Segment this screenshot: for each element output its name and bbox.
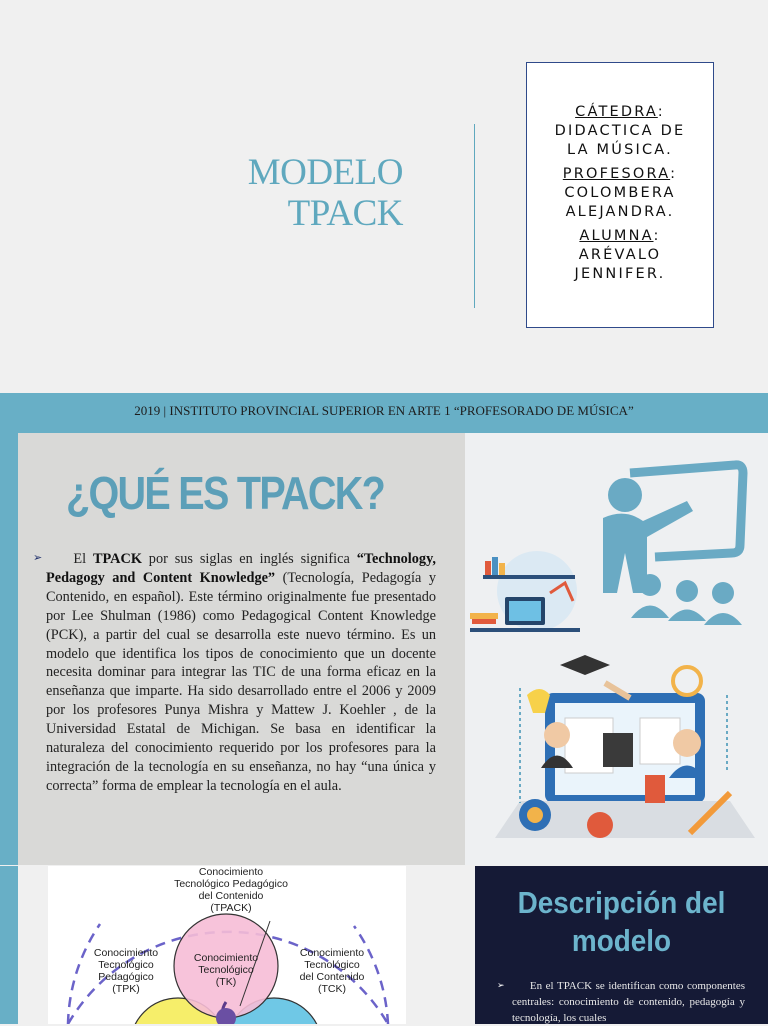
desk-scene-icon xyxy=(470,551,580,632)
alumna-label: ALUMNA xyxy=(579,228,654,244)
left-accent-strip-2 xyxy=(0,866,18,1024)
info-card: CÁTEDRA: DIDACTICA DE LA MÚSICA. PROFESORA: COLOMBERA ALEJANDRA. ALUMNA: ARÉVALO JENNIFER. xyxy=(526,62,714,328)
laptop-scene-icon xyxy=(495,655,755,838)
description-title-line-1: Descripción del xyxy=(517,885,726,920)
bullet-arrow-icon: ➢ xyxy=(497,980,505,990)
definition-rest: (Tecnología, Pedagogía y Contenido, en español). Este término originalmente fue presentado por Lee Shulman (1986) como Pedagogical Content Knowledge (PCK), a partir del cual se desarrolla este nuevo término. Es un modelo que identifica los tipos de conocimiento que un docente necesita dominar para integrar las TIC de una forma eficaz en la enseñanza que imparte. Ha sido desarrollado entre el 2006 y 2009 por los profesores Punya Mishra y Mattew J. Koehler , de la Universidad Estatal de Michigan. Se basa en identificar la naturaleza del conocimiento requerido por los profesores para la integración de la tecnología en su enseñanza, no hay “una única y correcta” forma de emplear la tecnología en el aula. xyxy=(46,569,436,794)
title-divider xyxy=(474,124,475,308)
description-title xyxy=(490,884,754,960)
definition-paragraph xyxy=(46,550,436,796)
venn-label-tpk: Conocimiento Tecnológico Pedagógico (TPK) xyxy=(93,947,159,995)
page-title xyxy=(200,152,403,234)
education-illustration xyxy=(465,433,768,865)
venn-label-tpack: Conocimiento Tecnológico Pedagógico del Contenido (TPACK) xyxy=(174,866,288,914)
profesora-value-1: COLOMBERA xyxy=(564,185,676,201)
profesora-label: PROFESORA xyxy=(562,166,671,182)
venn-label-tk: Conocimiento Tecnológico (TK) xyxy=(193,952,259,988)
catedra-value-1: DIDACTICA DE xyxy=(554,123,686,139)
alumna-value-1: ARÉVALO xyxy=(578,247,662,263)
profesora-value-2: ALEJANDRA. xyxy=(565,204,675,220)
title-line-2: TPACK xyxy=(287,193,403,234)
intro-text: El xyxy=(73,551,93,567)
intro-text-2: por sus siglas en inglés significa xyxy=(141,551,357,567)
description-title-line-2: modelo xyxy=(571,923,672,958)
description-paragraph: En el TPACK se identifican como componentes centrales: conocimiento de contenido, pedagogía y tecnología, los cuales xyxy=(512,980,746,1024)
tpack-venn-diagram xyxy=(48,866,406,1024)
tpack-bold: TPACK xyxy=(92,551,142,567)
bullet-arrow-icon: ➢ xyxy=(33,552,43,564)
english-phrase: “Technology, Pedagogy and Content Knowledge” xyxy=(46,551,437,586)
venn-label-tck: Conocimiento Tecnológico del Contenido (TCK) xyxy=(299,947,365,995)
catedra-label: CÁTEDRA xyxy=(575,104,658,120)
catedra-value-2: LA MÚSICA. xyxy=(567,142,673,158)
illustration-area xyxy=(465,433,768,865)
left-accent-strip xyxy=(0,433,18,865)
teacher-icon xyxy=(603,465,743,625)
section-title: ¿QUÉ ES TPACK? xyxy=(66,467,385,519)
title-line-1: MODELO xyxy=(247,152,403,193)
alumna-value-2: JENNIFER. xyxy=(574,266,666,282)
institute-text: 2019 | INSTITUTO PROVINCIAL SUPERIOR EN ARTE 1 “PROFESORADO DE MÚSICA” xyxy=(134,403,634,418)
